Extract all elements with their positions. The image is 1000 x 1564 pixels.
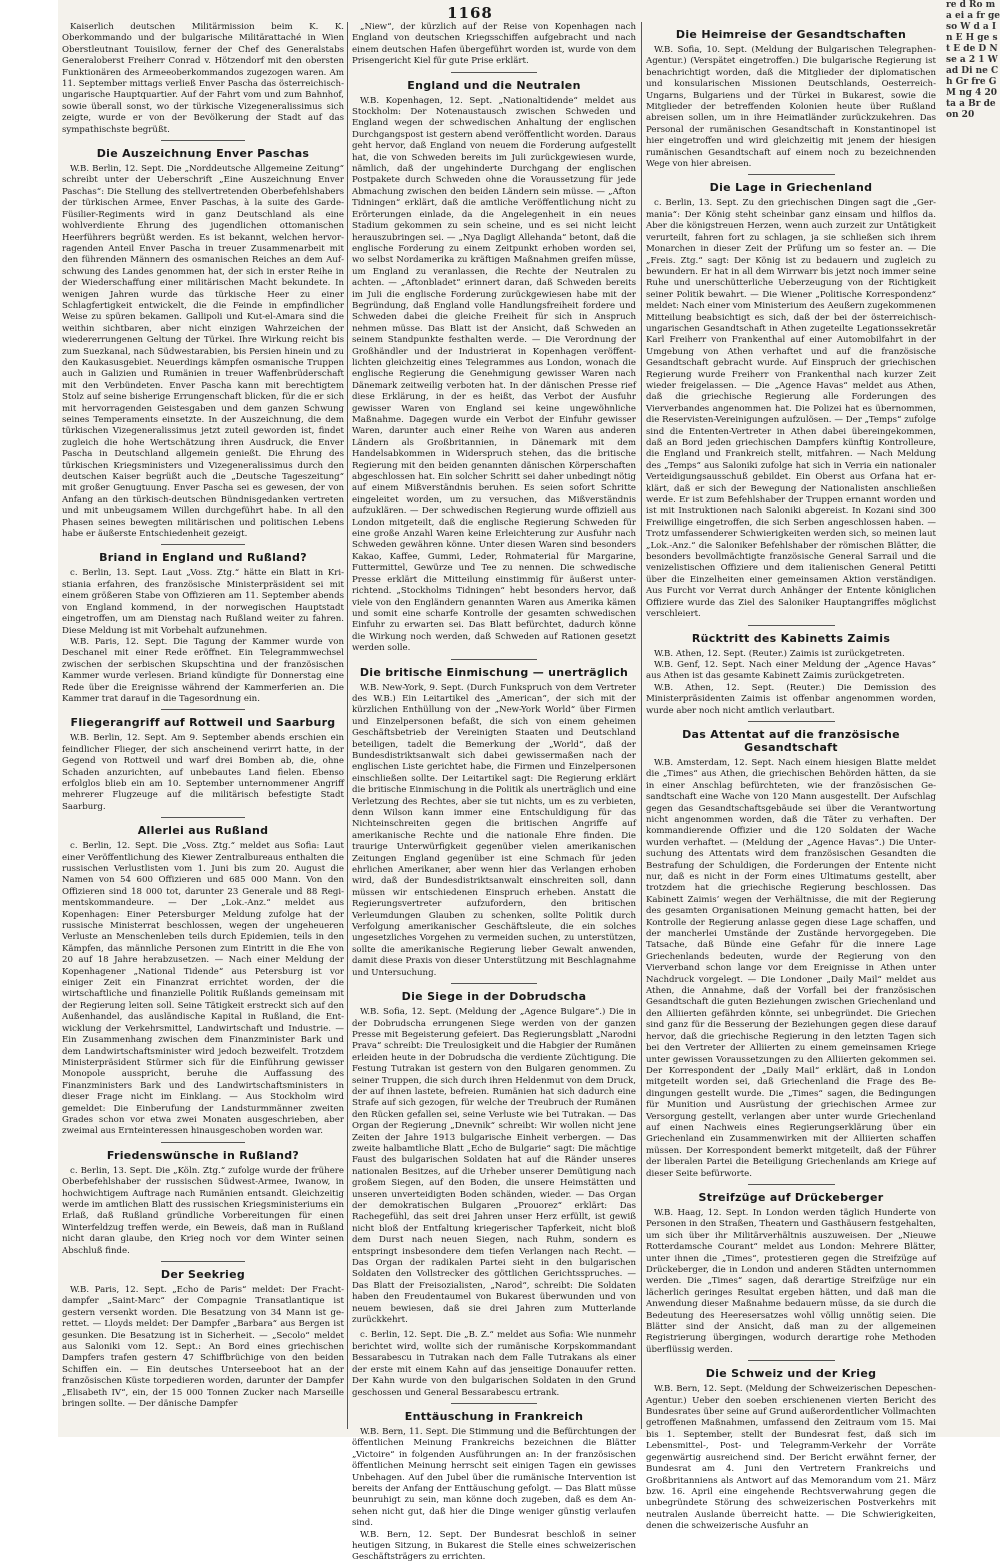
article-headline: Die Schweiz und der Krieg (705, 1367, 877, 1381)
section-divider (161, 1261, 246, 1262)
article-section (352, 72, 636, 655)
article-paragraph: W.B. Berlin, 12. Sept. Die „Norddeutsche Allgemeine Zeitung“ schreibt unter der Ueberschrift „Eine Auszeichnung Enver Paschas“: Die Stellung des stellvertretenden Oberbefehlshabers der türkischen Armee, Enver Paschas, à la suite des Garde-Füsilier-Regiments wird in ganz Deutschland als eine wohlverdiente Ehrung des jugendlichen ottomanischen Heerführers begrüßt werden. Es ist bekannt, welchen hervorragenden Anteil Enver Pascha in treuer Zusammenarbeit mit den führenden Männern des osmanischen Reiches an dem Aufschwung des Landes genommen hat, der sich in erster Reihe in der Wiederschaffung einer militärischen Macht bekundete. In wenigen Jahren wurde das türkische Heer zu einer Schlagfertigkeit entwickelt, die die Feinde in empfindlicher Weise zu spüren bekamen. Gallipoli und Kut-el-Amara sind die weithin sichtbaren, aber nicht einzigen Wahrzeichen der wiedererrungenen Geltung der Türkei. Ihre Wirkung reicht bis zum Suezkanal, nach Südwestarabien, bis Persien hinein und zu den Kaukasusgebiet. Neuerdings kämpfen osmanische Truppen auch in Galizien und Rumänien in treuer Waffenbrüderschaft mit den Verbündeten. Enver Pascha kann mit berechtigtem Stolz auf seine bisherige Errungenschaft blicken, für die er sich mit hervorragenden Geistesgaben und dem ganzen Schwung seines Temperaments einsetzte. In der Auszeichnung, die dem türkischen Vizegeneralissimus jetzt zuteil geworden ist, findet zugleich die hohe Wertschätzung ihren Ausdruck, die Enver Pascha in Deutschland allgemein genießt. Die Ehrung des türkischen Kriegsministers und Vizegeneralissimus durch den deutschen Kaiser begrüßt auch die „Deutsche Tageszeitung“ mit großer Genugtuung. Enver Pascha sei es gewesen, der von Anfang an den türkisch-deutschen Bündnisgedanken vertreten und mit unbeugsamem Willen durchgeführt habe. In all den Phasen seines bewegten militärischen und politischen Lebens habe er äußerste Entschiedenheit gezeigt. (62, 164, 344, 540)
article-headline: Allerlei aus Rußland (137, 824, 269, 838)
article-headline: Fliegerangriff auf Rottweil und Saarburg (70, 716, 336, 730)
article-paragraph: W.B. New-York, 9. Sept. (Durch Funkspruch von dem Vertreter des W.B.) Ein Leitartikel des „American“, der sich mit der kürzlichen Enthüllung von der „New-York World“ über Firmen und Einzelpersonen befaßt, die sich von einem geheimen Geschäftsbetrieb der Vereinigten Staaten und Deutschland beteiligen, tadelt die Bemerkung der „World“, daß der Bundesdistriktsanwalt sich dabei gewissermaßen nach der englischen Liste gerichtet habe, die Firmen und Einzelpersonen einschließen sollte. Der Leitartikel sagt: Die Regierung erklärt die britische Einmischung in die Politik als unerträglich und eine Verletzung des Rechtes, aber sie tut nichts, um es zu verbieten, denn Wilson kann immer eine Entschuldigung für das Nichteinschreiten gegen die britischen Angriffe auf amerikanische Rechte und die nationale Ehre finden. Die traurige Unterwürfigkeit gegenüber vielen amerikanischen Zeitungen England gegenüber ist eine Schmach für jeden ehrlichen Amerikaner, aber wenn hier das Verlangen erhoben wird, daß der Bundesdistriktsanwalt einschreiten soll, dann müssen wir entschiedenen Einspruch erheben. Anstatt die Regierungsvertreter aufzufordern, den britischen Verleumdungen Glauben zu schenken, sollte Politik durch Verfolgung amerikanischer Geschäftsleute, die ein solches ungesetzliches Vorgehen zu vermeiden suchen, zu unterstützen, sollte die amerikanische Regierung lieber Gewalt anwenden, damit diese Praxis von dieser Unterstützung mit Beschlagnahme und Untersuchung. (352, 682, 636, 978)
article-paragraph: W.B. Bern, 12. Sept. Der Bundesrat beschloß in seiner heutigen Sitzung, in Bukarest die Stelle eines schweizerischen Geschäftsträgers zu errichten. (352, 1529, 636, 1563)
column-1 (62, 22, 344, 1429)
article-paragraph: W.B. Genf, 12. Sept. Nach einer Meldung der „Agence Havas“ aus Athen ist das gesamte Kabinett Zaimis zurückgetreten. (646, 659, 936, 682)
article-section (352, 1330, 636, 1398)
article-headline: Das Attentat auf die französische Gesandtschaft (682, 727, 900, 754)
article-headline: Die Siege in der Dobrudscha (401, 990, 587, 1004)
article-paragraph: W.B. Sofia, 12. Sept. (Meldung der „Agence Bulgare“.) Die in der Dobrudscha errungenen Siege werden von der ganzen Presse mit Begeisterung gefeiert. Das Regierungsblatt „Narodni Prava“ schreibt: Die Treulosigkeit und die Habgier der Rumänen erleiden heute in der Dobrudscha die verdiente Züchtigung. Die Festung Tutrakan ist gestern von den Bulgaren genommen. Zu seiner Truppen, die sich durch ihren Heldenmut von dem Druck, der auf ihnen lastete, befreien. Rumänien hat sich dadurch eine Strafe auf sich gezogen, für welche der Treubruch der Rumänen den Rücken gefallen sei, seine Verluste wie bei Tutrakan. — Das Organ der Regierung „Dnevnik“ schreibt: Wir wollen nicht jene Zeiten der Jahre 1913 bulgarische Einheit verbergen. — Das zweite halbamtliche Blatt „Echo de Bulgarie“ sagt: Die mächtige Faust des bulgarischen Soldaten hat auf die Ränder unseres nationalen Besitzes, auf die Urheber unserer Demütigung nach großem Siegen, auf den Boden, die unsere Heimstätten und unseren unverteidigten Boden schänden, wieder. — Das Organ der demokratischen Bulgaren „Prouorez“ erklärt: Das Rachegefühl, das seit drei Jahren unser Herz erfüllt, ist gewiß nicht bloß der Entfaltung kriegerischer Tapferkeit, nicht bloß dem Durst nach neuen Siegen, nach Ruhm, sondern es entspringt insbesondere dem tiefen Verlangen nach Recht. — Das Organ der radikalen Partei sieht in den bulgarischen Soldaten den Vollstrecker des göttlichen Gerichtsspruches. — Das Blatt der Freisozialisten, „Narod“, schreibt: Die Soldaten haben den Freudentaumel von Bukarest überwunden und von neuem bewiesen, daß sie drei Jahren zum Mutterlande zurückkehrt. (352, 1007, 636, 1326)
article-section (352, 22, 636, 68)
section-divider (748, 1360, 835, 1361)
section-divider (451, 72, 536, 73)
section-divider (451, 1403, 536, 1404)
section-divider (451, 983, 536, 984)
column-2 (352, 22, 636, 1563)
article-section (62, 817, 344, 1138)
article-section (352, 983, 636, 1326)
article-paragraph: W.B. Athen, 12. Sept. (Reuter.) Zaimis ist zurückgetreten. (654, 648, 905, 659)
section-divider (161, 140, 246, 141)
column-rule (641, 22, 642, 1429)
article-paragraph: W.B. Bern, 12. Sept. (Meldung der Schweizerischen Depeschen-Agentur.) Ueber den soeben erschienenen vierten Bericht des Bundesrates über seine auf Grund außerordentlicher Vollmachten getroffenen Maßnahmen, umfassend den Zeitraum vom 15. Mai bis 1. September, stellt der Bundesrat fest, daß sich im Lebensmittel-, Post- und Telegramm-Verkehr der Vorräte gegenwärtig ausreichend sind. Der Bericht erwähnt ferner, der Bundesrat am 4. Juni den Vertretern Frankreichs und Großbritanniens als Antwort auf das Memorandum vom 21. März bzw. 16. April eine eingehende Rechtsverwahrung gegen die unbegründete Störung des schweizerischen Postverkehrs mit neutralen Auslande überreicht hatte. — Die Schwierigkeiten, denen die schweizerische Ausfuhr an (646, 1384, 936, 1532)
column-3 (646, 22, 936, 1532)
section-divider (161, 1142, 246, 1143)
article-paragraph: W.B. Haag, 12. Sept. In London werden täglich Hunderte von Personen in den Straßen, Theatern und Gasthäusern festgehalten, um sich über ihr Militärverhältnis auszuweisen. Der „Nieuwe Rotterdamsche Courant“ meldet aus London: Mehrere Blätter, unter ihnen die „Times“, protestieren gegen die Streifzüge auf Drückeberger, die in London und anderen Städten unternommen werden. Die „Times“ sagen, daß derartige Streifzüge nur ein lächerlich geringes Resultat ergeben hätten, und daß man die Anwendung dieser Maßnahme bedauern müsse, da sie durch die Bedeutung des Heeresersatzes wohl völlig unnötig seien. Die Blätter sind der Ansicht, daß man zu der allgemeinen Registrierung übergingen, wodurch derartige rohe Methoden überflüssig werden. (646, 1207, 936, 1355)
section-divider (748, 1184, 835, 1185)
article-section (646, 1360, 936, 1532)
article-paragraph: W.B. Amsterdam, 12. Sept. Nach einem hiesigen Blatte meldet die „Times“ aus Athen, die griechischen Behörden hätten, da sie in einer Anschlag befürchteten, wie der französischen Gesandtschaft eine Wache von 120 Mann ausgestellt. Der Aufschlag gegen das Gesandtschaftsgebäude sei über die Verantwortung nicht angenommen worden, daß die Täter zu verhaften. Der kommandierende Offizier und die 120 Soldaten der Wache wurden verhaftet. — (Meldung der „Agence Havas“.) Die Untersuchung des Attentats wird dem französischen Gesandten die Bestrafung der Schuldigen, die Forderungen der Entente nicht nur, daß es nicht in der Form eines Ultimatums gestellt, aber trotzdem hat die griechische Regierung beschlossen. Das Kabinett Zaimis’ wegen der Verhältnisse, die mit der Regierung des gesamten Organisationen Meinung gemacht hatten, bei der Kontrolle der Regierung anlasse gegen diese Lage schaffen, und der mancherlei Umstände der Zustände hervorgegeben. Die Tatsache, daß Bünde eine Gefahr für die innere Lage Griechenlands bedeuten, wurde der Regierung von den Vierverband schon lange vor dem Ereignisse in Athen unter Nachdruck vorgelegt. — Die Londoner „Daily Mail“ meldet aus Athen, die Annahme, daß der Vorfall bei der französischen Gesandtschaft die guten Beziehungen zwischen Griechenland und den Alliierten gefährden könnte, sei unbegründet. Die Griechen sind ganz für die Besserung der Beziehungen gegen diese darauf hervor, daß die griechische Regierung in den letzten Tagen sich bei den Vertreter der Alliierten zu einem gemeinsamen Kriege unter gewissen Voraussetzungen zu den Alliierten gekommen sei. Der Korrespondent der „Daily Mail“ erklärt, daß in London mitgeteilt worden sei, daß Griechenland die Frage des Bedingungen gestellt wurde. Die „Times“ sagen, die Bedingungen für Munition und Ausrüstung der griechischen Armee zur Versorgung gestellt, verlangen aber unter wurde Griechenland auf einen Nachweis eines Regierungserklärung über ein Griechenland ein Zusammenwirken mit der Alliierten schaffen müssen. Der Korrespondent bemerkt mitgeteilt, daß der Führer der liberalen Partei die Beteiligung Griechenlands am Kriege auf dieser Seite befürworte. (646, 757, 936, 1179)
article-section (62, 709, 344, 813)
article-paragraph: W.B. Kopenhagen, 12. Sept. „Nationaltidende“ meldet aus Stockholm: Der Notenaustausch zwischen Schweden und England wegen der schwedischen Anhaltung der englischen Durchgangspost ist gestern abend veröffentlicht worden. Daraus geht hervor, daß England von neuem die Forderung aufgestellt hat, die von Schweden bereits im Juli zurückgewiesen wurde, nämlich, daß der ungehinderte Durchgang der englischen Postpakete durch Schweden ohne die Voraussetzung für jede Abmachung zwischen den beiden Ländern sein müsse. — „Afton Tidningen“ erklärt, daß die amtliche Veröffentlichung nicht zu Erörterungen einlade, da die Angelegenheit in ein neues Stadium gekommen zu sein scheine, und es sei nicht leicht herauszubringen sei. — „Nya Dagligt Allehanda“ betont, daß die englische Forderung zu einem Zeitpunkt erhoben worden sei, wo selbst Nordamerika zu kräftigen Maßnahmen greifen müsse, um England zu veranlassen, die Rechte der Neutralen zu achten. — „Aftonbladet“ erinnert daran, daß Schweden bereits im Juli die englische Forderung zurückgewiesen habe mit der Begründung, daß England volle Handlungsfreiheit fordere und Schweden dabei die gleiche Freiheit für sich in Anspruch nehmen müsse. Das Blatt ist der Ansicht, daß Schweden an seinem Standpunkte festhalten werde. — Die Verordnung der Großhändler und der Industrierat in Kopenhagen veröffentlichten gleichzeitig eines Telegrammes aus London, wonach die englische Regierung die Genehmigung gewisser Waren nach Dänemark zeitweilig verboten hat. In der dänischen Presse rief diese Erklärung, in der es heißt, das Verbot der Ausfuhr gewisser Waren von England sei keine ungewöhnliche Maßnahme. Dagegen wurde ein Verbot der Einfuhr gewisser Waren, darunter auch einer Reihe von Waren aus anderen Ländern als Großbritannien, in Dänemark mit dem Handelsabkommen in Widerspruch stehen, das die britische Regierung mit den beiden genannten dänischen Körperschaften abgeschlossen hat. Ein solcher Schritt sei daher unbedingt nötig auf einem Mißverständnis beruhen. Es seien sofort Schritte eingeleitet worden, um zu versuchen, das Mißverständnis aufzuklären. — Der schwedischen Regierung wurde offiziell aus London mitgeteilt, daß die englische Regierung Schweden für eine große Anzahl Waren keine Erleichterung zur Ausfuhr nach Schweden gewähren könne. Unter diesen Waren sind besonders Kakao, Kaffee, Gummi, Leder, Rohmaterial für Margarine, Futtermittel, Gewürze und Tee zu nennen. Die schwedische Presse erklärt die Mitteilung einstimmig für äußerst unterrichtend. „Stockholms Tidningen“ hebt besonders hervor, daß viele von den Engländern genannten Waren aus Amerika kämen und somit eine scharfe Kontrolle der gesamten schwedischen Einfuhr zu erwarten sei. Das Blatt befürchtet, dadurch könne die Wirkung noch werden, daß Schweden auf Rationen gesetzt werden solle. (352, 95, 636, 654)
section-divider (161, 709, 246, 710)
article-headline: Rücktritt des Kabinetts Zaimis (691, 631, 891, 645)
article-section (62, 1142, 344, 1257)
section-divider (748, 721, 835, 722)
article-headline: Die britische Einmischung — unerträglich (359, 665, 629, 679)
article-headline: England und die Neutralen (407, 78, 581, 92)
section-divider (748, 174, 835, 175)
article-headline: Friedenswünsche in Rußland? (106, 1148, 300, 1162)
article-paragraph: W.B. Berlin, 12. Sept. Am 9. September abends erschien ein feindlicher Flieger, der sich anscheinend verirrt hatte, in der Gegend von Rottweil und warf drei Bomben ab, die, ohne Schaden anzurichten, auf unbebautes Land fielen. Ebenso erfolglos blieb ein am 10. September unternommener Angriff mehrerer Flugzeuge auf die militärisch befestigte Stadt Saarburg. (62, 733, 344, 812)
section-divider (451, 659, 536, 660)
article-section (646, 1184, 936, 1356)
article-headline: Die Lage in Griechenland (709, 181, 873, 195)
article-section (62, 140, 344, 540)
article-paragraph: W.B. Paris, 12. Sept. „Echo de Paris“ meldet: Der Frachtdampfer „Saint-Marc“ der Compagnie Transatlantique ist gestern versenkt worden. Die Besatzung von 34 Mann ist gerettet. — Lloyds meldet: Der Dampfer „Barbara“ aus Bergen ist gesunken. Die Besatzung ist in Sicherheit. — „Secolo“ meldet aus Saloniki vom 12. Sept.: An Bord eines griechischen Dampfers trafen gestern 47 Schiffbrüchige von den beiden Schiffen ein. — Ein deutsches Unterseeboot hat an der französischen Küste torpedieren worden, darunter der Dampfer „Elisabeth IV“, ein, der 15 000 Tonnen Zucker nach Marseille bringen sollte. — Der dänische Dampfer (62, 1285, 344, 1410)
article-section (646, 721, 936, 1180)
article-paragraph: W.B. Paris, 12. Sept. Die Tagung der Kammer wurde von Deschanel mit einer Rede eröffnet. Ein Telegrammwechsel zwischen der serbischen Skupschtina und der französischen Kammer wurde verlesen. Briand kündigte für Donnerstag eine Rede über die Ereignisse während der Kammerferien an. Die Kammer trat darauf in die Tagesordnung ein. (62, 636, 344, 704)
section-divider (161, 817, 246, 818)
article-section (352, 1403, 636, 1564)
article-headline: Briand in England und Rußland? (99, 551, 307, 565)
article-section (646, 28, 936, 170)
article-section (646, 174, 936, 620)
article-headline: Streifzüge auf Drückeberger (698, 1190, 884, 1204)
article-paragraph: c. Berlin, 13. Sept. Zu den griechischen Dingen sagt die „Germania“: Der König steht scheinbar ganz einsam und hilflos da. Aber die königstreuen Herzen, wenn auch zurzeit zur Untätigkeit verurteilt, fahren fort zu schlagen, ja sie schließen sich ihrem Monarchen in dieser Zeit der Prüfung um so fester an. — Die „Freis. Ztg.“ sagt: Der König ist zu bedauern und zugleich zu bewundern. Er hat in all dem Wirrwarr bis jetzt noch immer seine Ruhe und unerschütterliche Ueberzeugung von der Richtigkeit seiner Politik bewahrt. — Die Wiener „Politische Korrespondenz“ meldet: Nach einer vom Ministerium des Aeußern zugekommenen Mitteilung beabsichtigt es sich, daß der bei der österreichisch-ungarischen Gesandtschaft in Athen zugeteilte Legationssekretär Karl Freiherr von Frankenthal auf einer Automobilfahrt in der Umgebung von Athen verhaftet und auf die französische Gesandtschaft gebracht wurde. Auf Einspruch der griechischen Regierung wurde Freiherr von Frankenthal nach kurzer Zeit wieder freigelassen. — Die „Agence Havas“ meldet aus Athen, daß die griechische Regierung alle Forderungen des Vierverbandes angenommen hat. Die Polizei hat es übernommen, die Reservisten-Vereinigungen aufzulösen. — Der „Temps“ zufolge sind die Ententen-Vertreter in Athen dabei übereingekommen, daß an Bord jeden griechischen Dampfers künftig Kontrolleure, die England und Frankreich stellt, mitfahren. — Nach Meldung des „Temps“ aus Saloniki zufolge hat sich in Verria ein nationaler Verteidigungsausschuß gebildet. Ein Oberst aus Orfana hat erklärt, daß er sich der Bewegung der Nationalisten anschließen werde. Er ist zum Befehlshaber der Truppen ernannt worden und ist mit Instruktionen nach Saloniki abgereist. In Kozani sind 300 Freiwillige eingetroffen, die sich Serben angeschlossen haben. — Trotz umfassenderer Schwierigkeiten werden sich, so meinen laut „Lok.-Anz.“ die Saloniker Befehlshaber der römischen Blätter, die besonders bevollmächtigte französische General Sarrail und die venizelistischen Offiziere und dem italienischen General Petitti über die Einzelheiten einer gemeinsamen Aktion verständigen. Aus Furcht vor Verrat durch Anhänger der Entente königlichen Offiziere wurde das Ziel des Saloniker Hauptangriffes möglichst verschleiert. (646, 198, 936, 620)
article-paragraph: W.B. Sofia, 10. Sept. (Meldung der Bulgarischen Telegraphen-Agentur.) (Verspätet eingetroffen.) Die bulgarische Regierung ist benachrichtigt worden, daß die Mitglieder der diplomatischen und konsularischen Missionen Deutschlands, Oesterreich-Ungarns, Bulgariens und der Türkei in Bukarest, sowie die Mitglieder der betreffenden Kolonien heute über Rußland abreisen sollen, um in ihre Heimatländer zurückzukehren. Das Personal der rumänischen Gesandtschaft in Konstantinopel ist hier eingetroffen und wird gleichzeitig mit jenem der hiesigen rumänischen Gesandtschaft auf einem noch zu bezeichnenden Wege von hier abreisen. (646, 45, 936, 170)
article-headline: Die Heimreise der Gesandtschaften (675, 28, 907, 41)
article-paragraph: Kaiserlich deutschen Militärmission beim K. K. Oberkommando und der bulgarische Militärattaché in Wien Oberstleutnant Touisilow, ferner der Chef des Generalstabs Generaloberst Freiherr Conrad v. Hötzendorf mit den obersten Funktionären des Armeeoberkommandos zugezogen waren. Am 11. September mittags verließ Enver Pascha das österreichisch-ungarische Hauptquartier. Auf der Fahrt vom und zum Bahnhof, sowie überall sonst, wo der türkische Vizegeneralissimus sich zeigte, wurde er von der Bevölkerung der Stadt auf das sympathischste begrüßt. (62, 22, 344, 135)
article-headline: Der Seekrieg (160, 1268, 246, 1281)
article-paragraph: W.B. Bern, 11. Sept. Die Stimmung und die Befürchtungen der öffentlichen Meinung Frankreichs bezeichnen die Blätter „Victoire“ in folgenden Ausführungen an: In der französischen öffentlichen Meinung herrscht seit einigen Tagen ein gewisses Unbehagen. Auf den Jubel über die rumänische Intervention ist bereits der Anfang der Enttäuschung gefolgt. — Das Blatt müsse beunruhigt zu sein, man könne doch zugeben, daß es dem Ansehen nicht gut, daß hier die Dinge weniger günstig verlaufen sind. (352, 1426, 636, 1529)
page-number: 1168 (447, 4, 493, 22)
article-section (352, 659, 636, 980)
article-paragraph: c. Berlin, 13. Sept. Die „Köln. Ztg.“ zufolge wurde der frühere Oberbefehlshaber der russischen Südwest-Armee, Iwanow, in hochwichtigem Auftrage nach Rumänien entsandt. Gleichzeitig werde im amtlichen Blatt des russischen Kriegsministeriums ein Erlaß, daß Rußland gründliche Vorbereitungen für einen Winterfeldzug treffen werde, ein Beweis, daß man in Rußland nicht daran glaube, den Krieg noch vor dem Winter seinen Abschluß finde. (62, 1165, 344, 1256)
section-divider (161, 544, 246, 545)
article-headline: Die Auszeichnung Enver Paschas (96, 147, 310, 161)
article-section (62, 1261, 344, 1410)
section-divider (748, 625, 835, 626)
article-section (62, 544, 344, 705)
page-left-margin (0, 0, 58, 1437)
article-section (646, 625, 936, 717)
adjacent-page-bleed (942, 0, 1000, 1437)
column-rule (347, 22, 348, 1429)
article-paragraph: c. Berlin, 13. Sept. Laut „Voss. Ztg.“ hätte ein Blatt in Kristiania erfahren, des französische Ministerpräsident sei mit einem größeren Stabe von Offizieren am 11. September abends von England kommend, in der norwegischen Hauptstadt eingetroffen, um am Dienstag nach Rußland weiter zu fahren. Diese Meldung ist mit Vorbehalt aufzunehmen. (62, 568, 344, 636)
article-section (62, 22, 344, 136)
article-headline: Enttäuschung in Frankreich (404, 1409, 584, 1423)
article-paragraph: c. Berlin, 12. Sept. Die „Voss. Ztg.“ meldet aus Sofia: Laut einer Veröffentlichung des Kiewer Zentralbureaus enthalten die russischen Verlustlisten vom 1. Juni bis zum 20. August die Namen von 54 600 Offizieren und 685 000 Mann. Von den Offizieren sind 18 000 tot, darunter 23 Generale und 88 Regimentskommandeure. — Der „Lok.-Anz.“ meldet aus Kopenhagen: Einer Petersburger Meldung zufolge hat der russische Ministerrat beschlossen, wegen der ungeheueren Verluste an Menschenleben teils durch Epidemien, teils in den Kämpfen, das männliche Personen zum Eintritt in die Ehe von 20 auf 18 Jahre herabzusetzen. — Nach einer Meldung der Kopenhagener „National Tidende“ aus Petersburg ist vor einiger Zeit ein Finanzrat errichtet worden, der die wirtschaftliche und finanzielle Politik Rußlands gemeinsam mit der Regierung leiten soll. Seine Tätigkeit erstreckt sich auf den Außenhandel, das ausländische Kapital in Rußland, die Entwicklung der Verkehrsmittel, Landwirtschaft und Industrie. — Ein Zusammenhang zwischen dem Finanzminister Bark und dem Landwirtschaftsminister wird jedoch bezweifelt. Trotzdem Ministerpräsident Stürmer sich für die Einführung gewisser Monopole ausspricht, beruhe die Auffassung des Finanzministers Bark und des Landwirtschaftsministers in dieser Frage nicht im Einklang. — Aus Stockholm wird gemeldet: Die Einberufung der Landsturmmänner zweiten Grades schon vor etwa zwei Monaten ausgeschrieben, aber zweimal aus Ernteinteressen hinausgeschoben worden war. (62, 841, 344, 1137)
article-paragraph: W.B. Athen, 12. Sept. (Reuter.) Die Demission des Ministerpräsidenten Zaimis ist offenbar angenommen worden, wurde aber noch nicht amtlich verlautbart. (646, 682, 936, 716)
adjacent-page-text: re d Ro ma ei a fr ge so W d a In E H ge st E de D N se a 2 1 W ad Di ne Ch Gr fre G M ng 4 20 ta a Br de on 20 (946, 0, 1000, 120)
article-paragraph: c. Berlin, 12. Sept. Die „B. Z.“ meldet aus Sofia: Wie nunmehr berichtet wird, wollte sich der rumänische Korpskommandant Bessarabescu in Tutrakan nach dem Falle Tutrakans als einer der erste mit einem Kahn auf das jenseitige Donauufer retten. Der Kahn wurde von den bulgarischen Soldaten in den Grund geschossen und General Bessarabescu ertrank. (352, 1330, 636, 1398)
article-paragraph: „Niew“, der kürzlich auf der Reise von Kopenhagen nach England von deutschen Kriegsschiffen aufgebracht und nach einem deutschen Hafen übergeführt worden ist, wurde von dem Prisengericht Kiel für gute Prise erklärt. (352, 22, 636, 67)
